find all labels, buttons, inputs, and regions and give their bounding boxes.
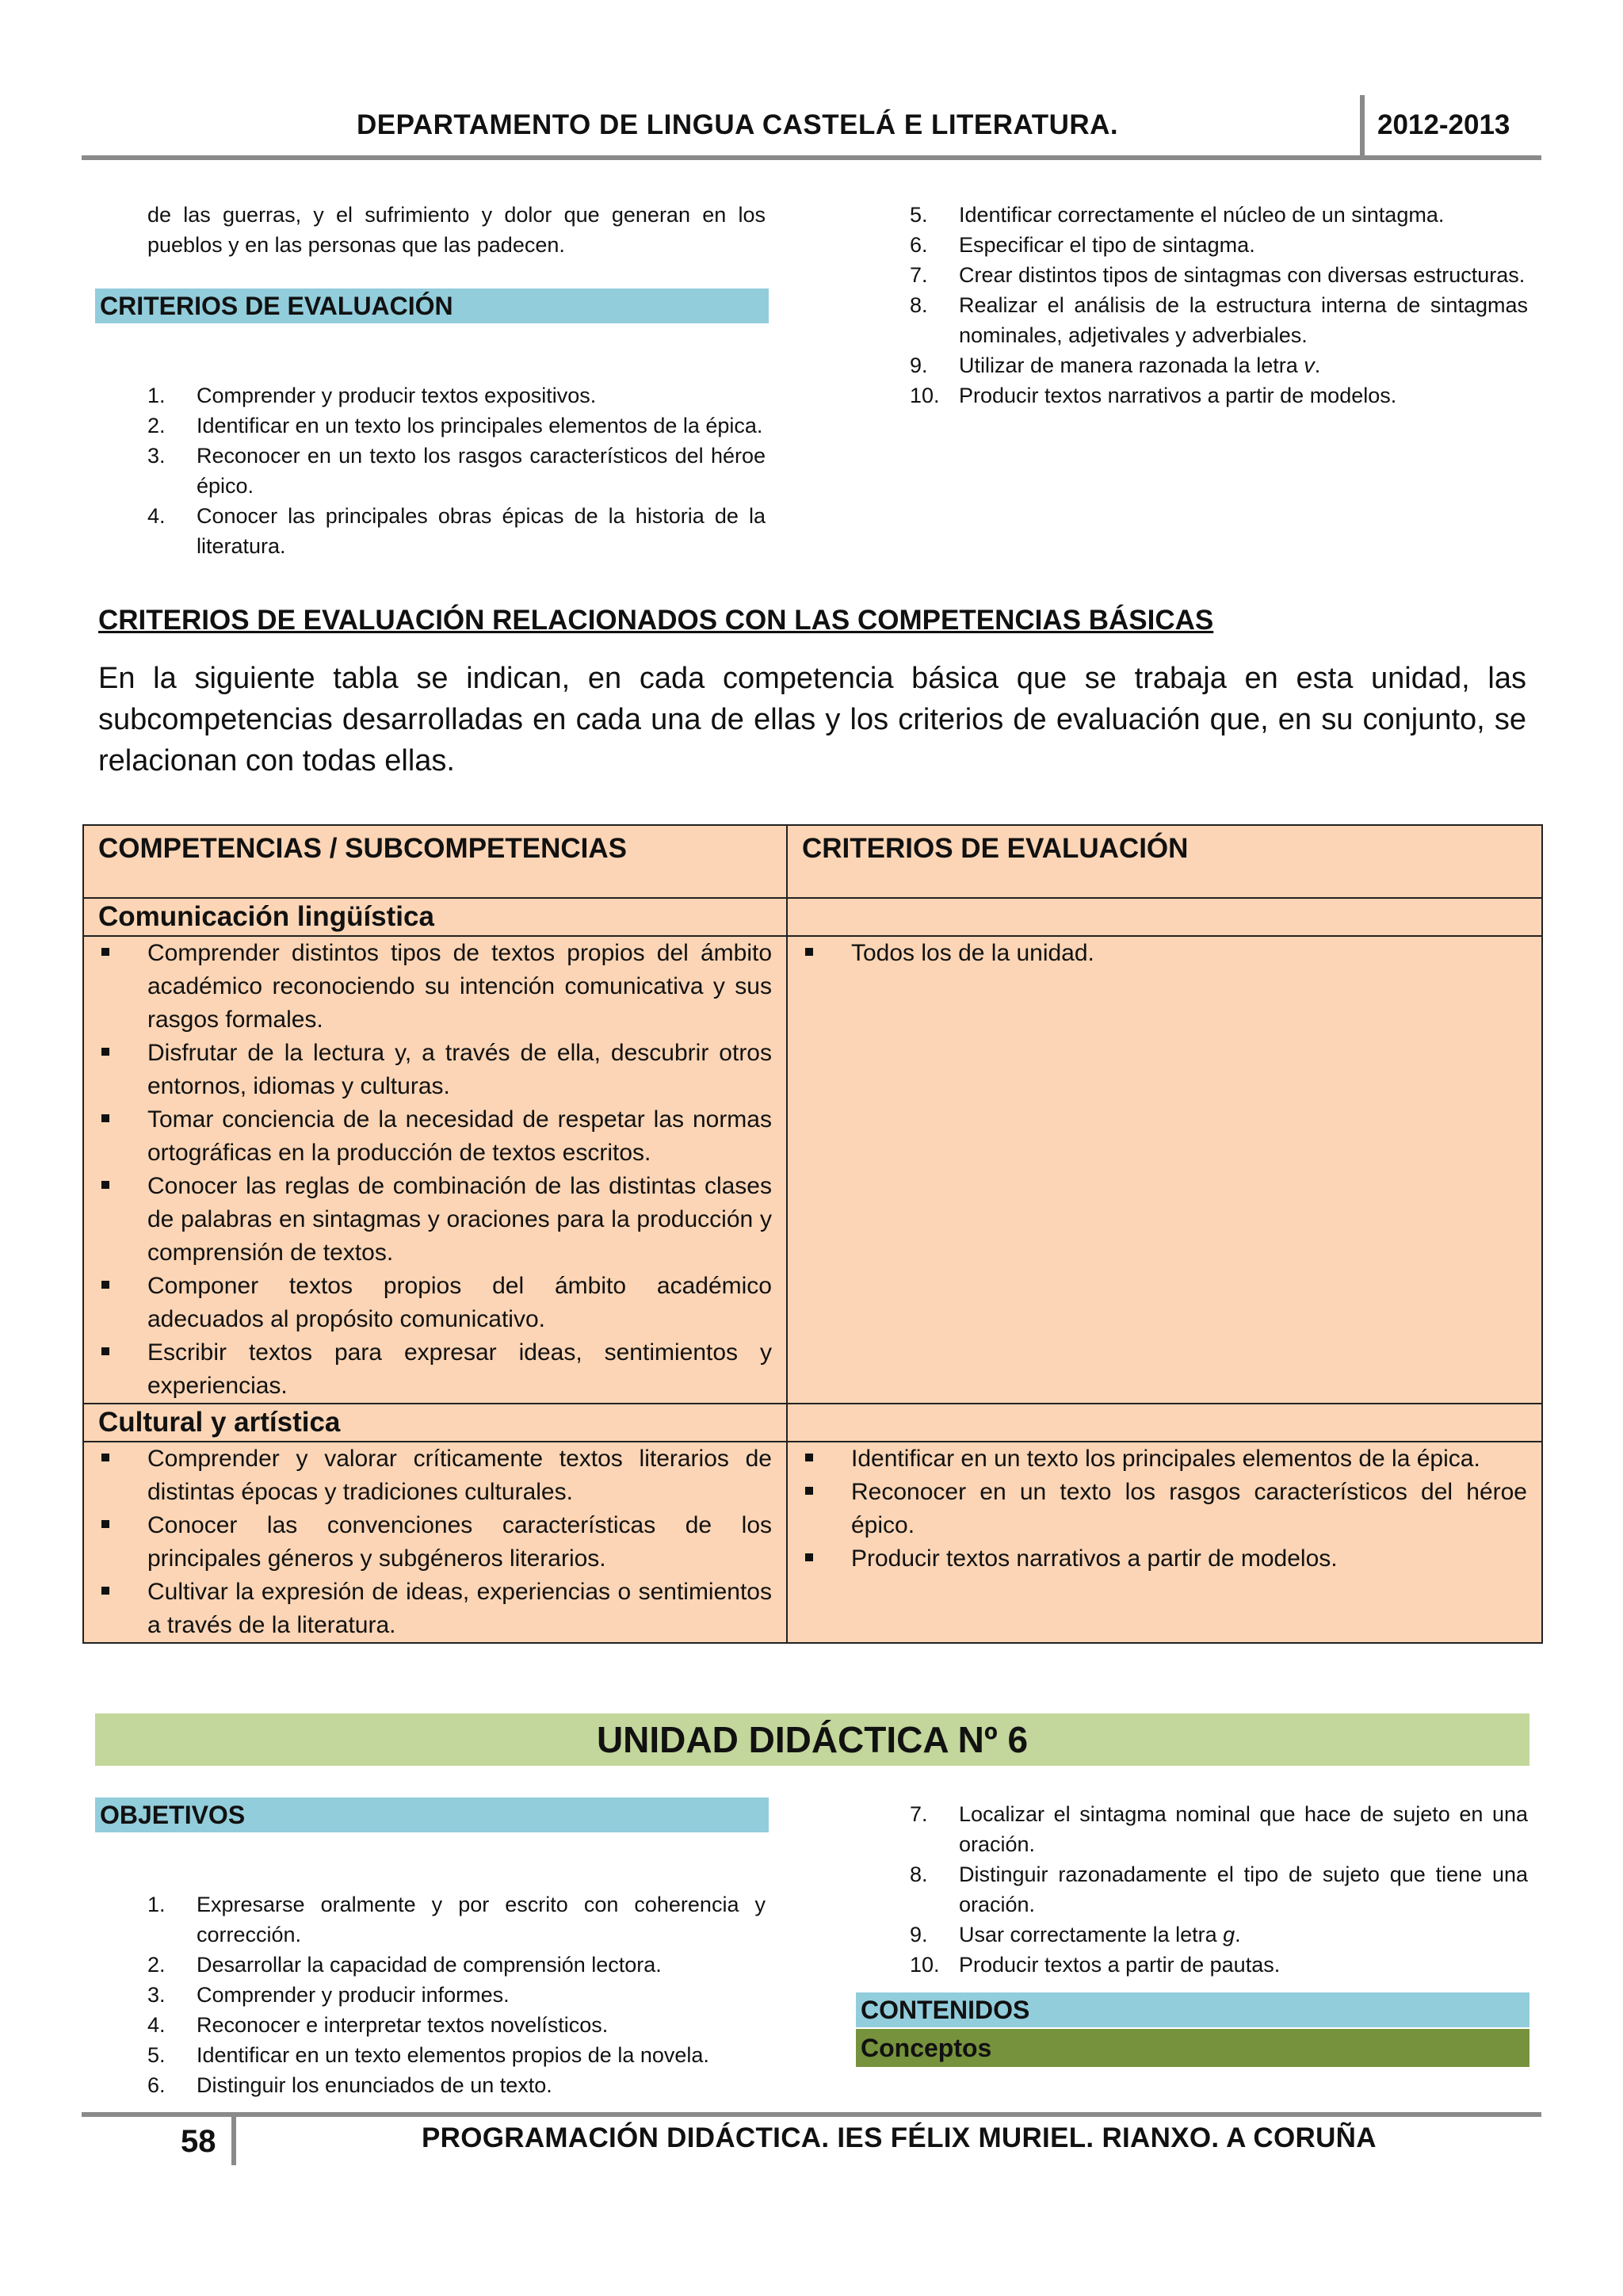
list-text: Utilizar de manera razonada la letra [959,353,1304,377]
list-number: 6. [147,2073,166,2097]
list-text: Distinguir los enunciados de un texto. [197,2073,552,2097]
continuation-text: de las guerras, y el sufrimiento y dolor que generan en los pueblos y en las personas que las padecen. [147,203,766,257]
list-text-emphasis: v [1304,353,1315,377]
subcompetencias-cell [83,1442,787,1643]
bullet-item: Identificar en un texto los principales elementos de la épica. [802,1442,1527,1476]
list-text: Distinguir razonadamente el tipo de sujeto que tiene una oración. [959,1862,1528,1916]
list-number: 7. [910,263,928,287]
list-item [147,501,766,561]
subcompetencias-cell [83,936,787,1404]
list-item [910,230,1528,260]
list-number: 4. [147,2013,166,2037]
objetivos-list-left [147,1889,766,2100]
department-name: DEPARTAMENTO DE LINGUA CASTELÁ E LITERATURA. [357,109,1119,140]
objetivos-list-right [910,1799,1528,1980]
bullet-item: Disfrutar de la lectura y, a través de ella, descubrir otros entornos, idiomas y culturas. [98,1037,772,1103]
empty-cell [787,898,1542,936]
list-item [147,1889,766,1950]
contenidos-heading: CONTENIDOS [856,1992,1529,2027]
list-number: 8. [910,1862,928,1886]
footer-divider [231,2115,236,2165]
list-number: 2. [147,1953,166,1977]
list-text: Producir textos a partir de pautas. [959,1953,1281,1977]
list-number: 10. [910,1953,940,1977]
list-text: Desarrollar la capacidad de comprensión lectora. [197,1953,662,1977]
list-number: 7. [910,1802,928,1826]
bullet-item: Reconocer en un texto los rasgos característicos del héroe épico. [802,1476,1527,1542]
list-text: Comprender y producir informes. [197,1983,510,2007]
list-number: 6. [910,233,928,257]
bullet-item: Componer textos propios del ámbito académico adecuados al propósito comunicativo. [98,1270,772,1336]
bullet-item: Conocer las reglas de combinación de las distintas clases de palabras en sintagmas y oraciones para la producción y comprensión de textos. [98,1170,772,1270]
list-number: 9. [910,1923,928,1946]
list-text: Comprender y producir textos expositivos. [197,384,597,407]
list-item [147,1950,766,1980]
list-text: Identificar correctamente el núcleo de un sintagma. [959,203,1445,227]
list-item [910,200,1528,230]
list-number: 5. [147,2043,166,2067]
list-item [910,290,1528,350]
list-text: Usar correctamente la letra [959,1923,1224,1946]
list-text: Producir textos narrativos a partir de modelos. [959,384,1397,407]
page-number: 58 [181,2124,216,2159]
table-header-criterios: CRITERIOS DE EVALUACIÓN [787,825,1542,898]
unidad-title: UNIDAD DIDÁCTICA Nº 6 [95,1713,1529,1766]
list-text-emphasis: g [1223,1923,1235,1946]
list-item [910,1950,1528,1980]
criterios-list-right [910,200,1528,411]
footer-rule [82,2112,1541,2117]
criterios-list [802,1442,1527,1576]
list-text: Identificar en un texto elementos propios de la novela. [197,2043,709,2067]
objetivos-heading: OBJETIVOS [95,1797,769,1832]
bullet-item: Todos los de la unidad. [802,937,1527,970]
list-item: 9. Usar correctamente la letra g. [910,1920,1528,1950]
list-item [147,2070,766,2100]
competencias-intro: En la siguiente tabla se indican, en cada competencia básica que se trabaja en esta unidad, las subcompetencias desarrolladas en cada una de ellas y los criterios de evaluación que, en su conjunto, se relacionan con todas ellas. [98,662,1526,777]
table-header-competencias: COMPETENCIAS / SUBCOMPETENCIAS [83,825,787,898]
subcompetencias-list [98,1442,772,1642]
footer-text: PROGRAMACIÓN DIDÁCTICA. IES FÉLIX MURIEL. RIANXO. A CORUÑA [422,2122,1377,2153]
list-number: 4. [147,504,166,528]
header-year: 2012-2013 [1377,109,1510,140]
list-text: Reconocer e interpretar textos novelísticos. [197,2013,609,2037]
header-rule [82,155,1541,160]
list-item [910,380,1528,411]
list-text: Crear distintos tipos de sintagmas con diversas estructuras. [959,263,1526,287]
list-item [910,1799,1528,1859]
list-text: Localizar el sintagma nominal que hace de sujeto en una oración. [959,1802,1528,1856]
bullet-item: Cultivar la expresión de ideas, experiencias o sentimientos a través de la literatura. [98,1576,772,1642]
bullet-item: Producir textos narrativos a partir de modelos. [802,1542,1527,1576]
criterios-list-left [147,380,766,561]
page-header-title [95,109,1522,141]
header-divider [1360,95,1365,157]
bullet-item: Comprender distintos tipos de textos propios del ámbito académico reconociendo su intención comunicativa y sus rasgos formales. [98,937,772,1037]
list-number: 2. [147,414,166,437]
list-text: Realizar el análisis de la estructura interna de sintagmas nominales, adjetivales y adverbiales. [959,293,1528,347]
list-text: Especificar el tipo de sintagma. [959,233,1255,257]
bullet-item: Comprender y valorar críticamente textos literarios de distintas épocas y tradiciones culturales. [98,1442,772,1509]
list-item [147,2010,766,2040]
competencias-table [82,824,1543,1644]
list-number: 5. [910,203,928,227]
criterios-cell [787,936,1542,1404]
empty-cell [787,1404,1542,1442]
list-item [910,1859,1528,1920]
list-number: 9. [910,353,928,377]
competencia-name: Cultural y artística [83,1404,787,1442]
bullet-item: Tomar conciencia de la necesidad de respetar las normas ortográficas en la producción de textos escritos. [98,1103,772,1170]
list-number: 3. [147,444,166,468]
list-item [147,1980,766,2010]
list-number: 10. [910,384,940,407]
subcompetencias-list [98,937,772,1403]
list-number: 1. [147,384,166,407]
list-number: 1. [147,1893,166,1916]
list-text: Reconocer en un texto los rasgos característicos del héroe épico. [197,444,766,498]
list-item [147,411,766,441]
criterios-cell [787,1442,1542,1643]
list-text: Conocer las principales obras épicas de la historia de la literatura. [197,504,766,558]
competencias-heading: CRITERIOS DE EVALUACIÓN RELACIONADOS CON LAS COMPETENCIAS BÁSICAS [98,605,1214,636]
list-item [910,260,1528,290]
criterios-list [802,937,1527,970]
bullet-item: Conocer las convenciones características de los principales géneros y subgéneros literarios. [98,1509,772,1576]
conceptos-heading: Conceptos [856,2029,1529,2067]
list-item: 9. Utilizar de manera razonada la letra v. [910,350,1528,380]
bullet-item: Escribir textos para expresar ideas, sentimientos y experiencias. [98,1336,772,1403]
list-number: 8. [910,293,928,317]
competencia-name: Comunicación lingüística [83,898,787,936]
list-number: 3. [147,1983,166,2007]
criterios-heading: CRITERIOS DE EVALUACIÓN [95,288,769,323]
list-text: Identificar en un texto los principales elementos de la épica. [197,414,763,437]
list-text: Expresarse oralmente y por escrito con coherencia y corrección. [197,1893,766,1946]
list-item [147,2040,766,2070]
list-item [147,441,766,501]
list-item [147,380,766,411]
